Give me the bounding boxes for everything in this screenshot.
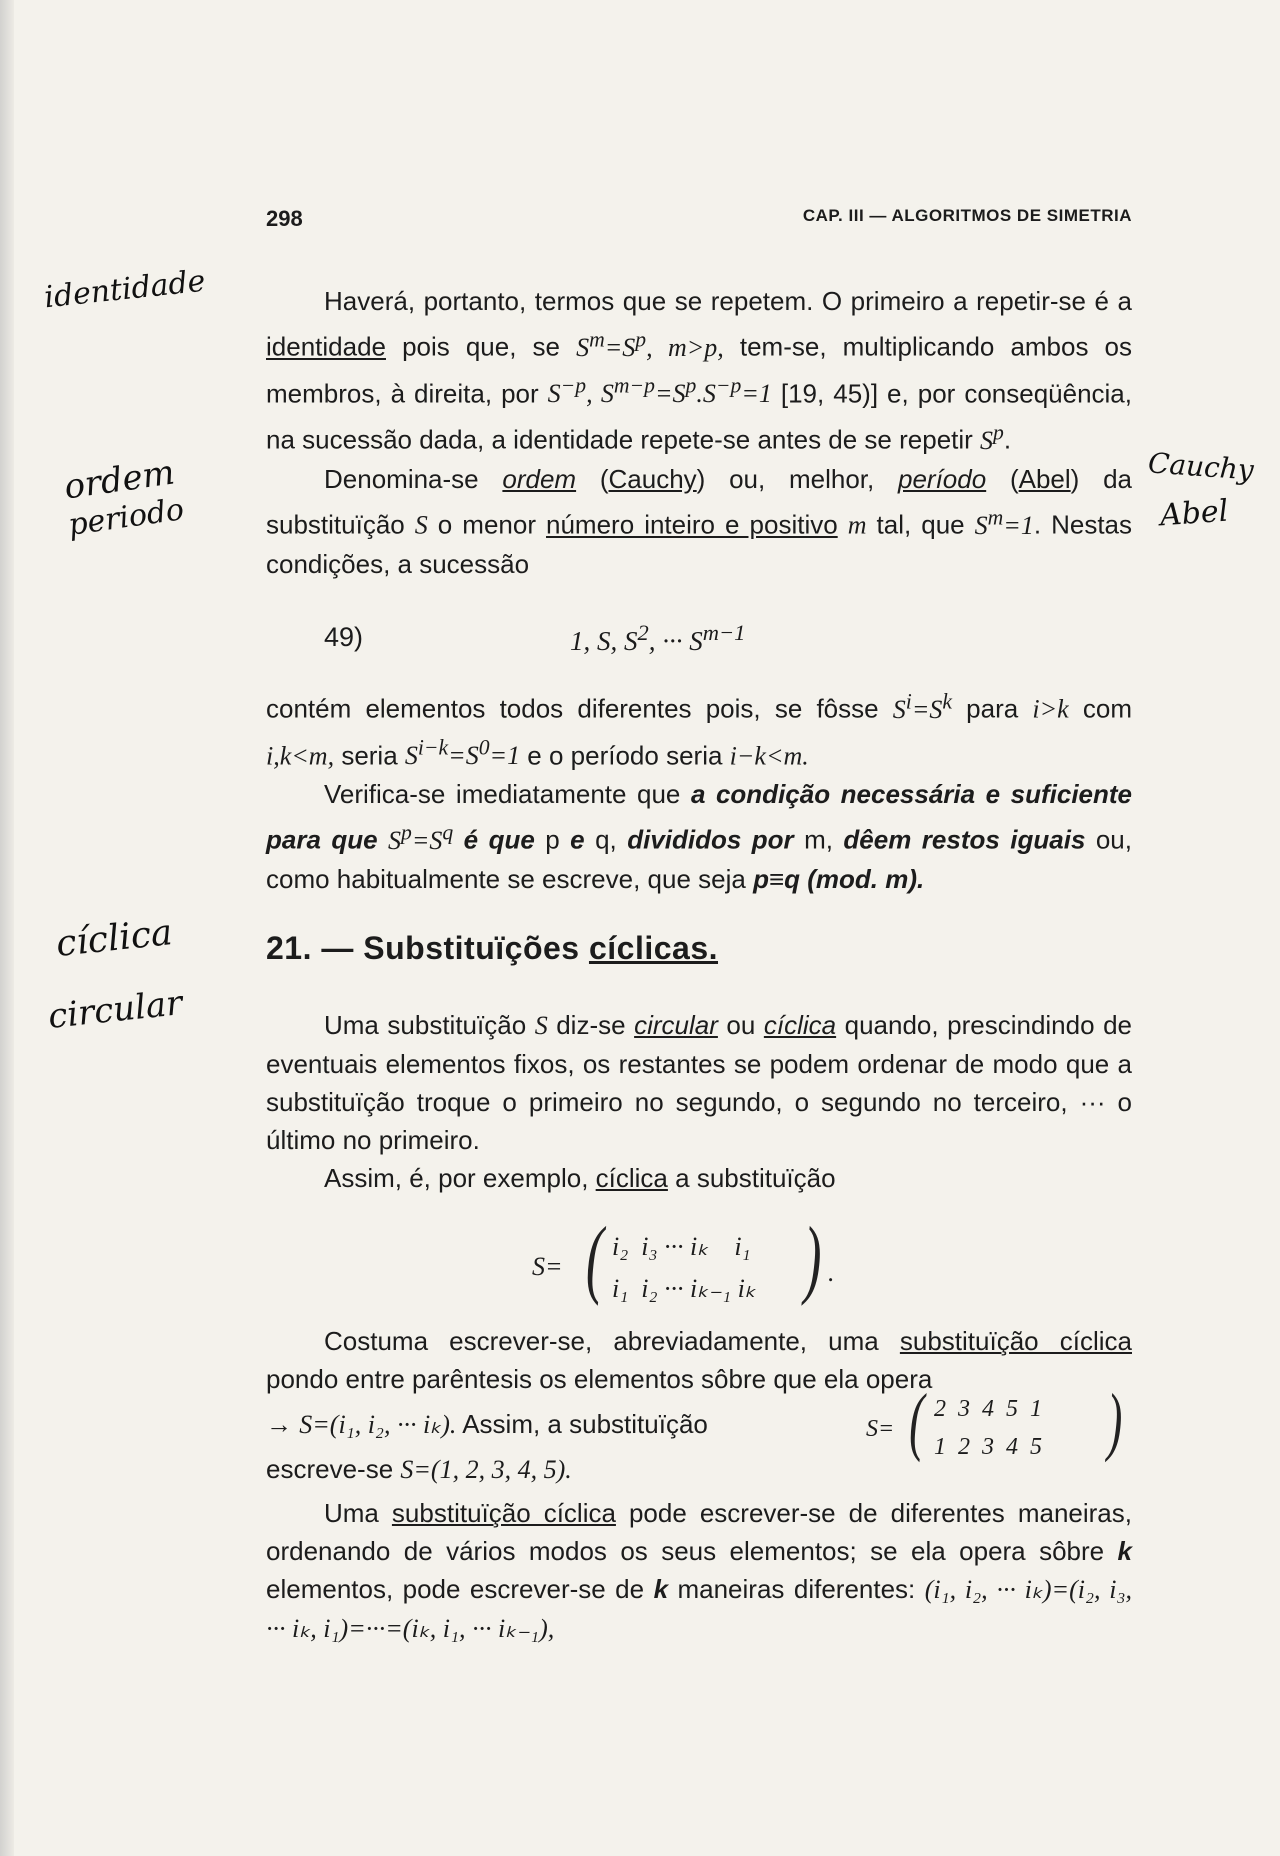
margin-note-periodo: periodo [66,492,187,543]
margin-note-cauchy: Cauchy [1146,446,1255,487]
body-text-block-1 [266,282,1132,583]
equation-49-sequence: 1, S, $S^2$, ··· $S^{m-1}$ [570,620,746,656]
paragraph-ordem: Denomina-se ordem (Cauchy) ou, melhor, período (Abel) da substituïção S o menor número inteiro e positivo m tal, que $S^m=1$. Nestas condições, a sucessão [266,463,1132,579]
paragraph-distintos: contém elementos todos diferentes pois, se fôsse $S^i=S^k$ para i>k com i,k<m, seria $S^{i-k}=S^0=1$ e o período seria i−k<m. [266,689,1132,771]
paragraph-notacao: Costuma escrever-se, abreviadamente, uma substituïção cíclica pondo entre parêntesis os elementos sôbre que ela opera [266,1326,1132,1394]
matrix-example-2: S= ( 2 3 4 5 1 1 2 3 4 5 ) [866,1379,1123,1463]
paragraph-notacao-cont: → S=(i₁, i₂, ··· iₖ). Assim, a substituïção [266,1409,708,1439]
margin-note-ordem: ordem [61,452,178,508]
margin-note-circular: circular [46,983,185,1037]
paragraph-escreve-se: escreve-se S=(1, 2, 3, 4, 5). [266,1454,572,1484]
paragraph-maneiras: Uma substituïção cíclica pode escrever-se de diferentes maneiras, ordenando de vários modos os seus elementos; se ela opera sôbre k elementos, pode escrever-se de k maneiras diferentes: (i₁, i₂, ··· iₖ)=(i₂, i₃, ··· iₖ, i₁)=···=(iₖ, i₁, ··· iₖ₋₁), [266,1498,1132,1643]
margin-note-ciclica: cíclica [54,912,175,965]
body-text-block-5 [266,1494,1132,1648]
equation-number-49: 49) [324,622,364,652]
paragraph-condicao: Verifica-se imediatamente que a condição necessária e suficiente para que $S^p=S^q$ é que p e q, divididos por m, dêem restos iguais ou, como habitualmente se escreve, que seja p≡q (mod. m). [266,779,1133,894]
body-text-block-2 [266,682,1132,898]
section-heading-21: 21. — Substituïções cíclicas. [266,930,719,966]
paragraph-identidade: Haverá, portanto, termos que se repetem. O primeiro a repetir-se é a identidade pois que, se $S^m=S^p$, m>p, tem-se, multiplicando ambos os membros, à direita, por $S^{-p}$, $S^{m-p}=S^p.S^{-p}=1$ [19, 45)] e, por conseqüência, na sucessão dada, a identidade repete-se antes de se repetir $S^p$. [266,286,1133,455]
paragraph-exemplo: Assim, é, por exemplo, cíclica a substituïção [324,1163,836,1193]
body-text-block-3 [266,1006,1132,1197]
running-title: CAP. III — ALGORITMOS DE SIMETRIA [802,206,1132,225]
matrix-cyclic-substitution: S= ( i₂ i₃ ··· iₖ i₁ i₁ i₂ ··· iₖ₋₁ iₖ ) . [532,1210,835,1307]
scan-edge [0,0,14,1856]
paragraph-circular: Uma substituïção S diz-se circular ou cíclica quando, prescindindo de eventuais elementos fixos, os restantes se podem ordenar de modo que a substituïção troque o primeiro no segundo, o segundo no terceiro, ··· o último no primeiro. [266,1010,1132,1155]
page-number: 298 [266,206,303,231]
margin-note-identidade: identidade [42,263,207,316]
margin-note-abel: Abel [1158,493,1230,534]
